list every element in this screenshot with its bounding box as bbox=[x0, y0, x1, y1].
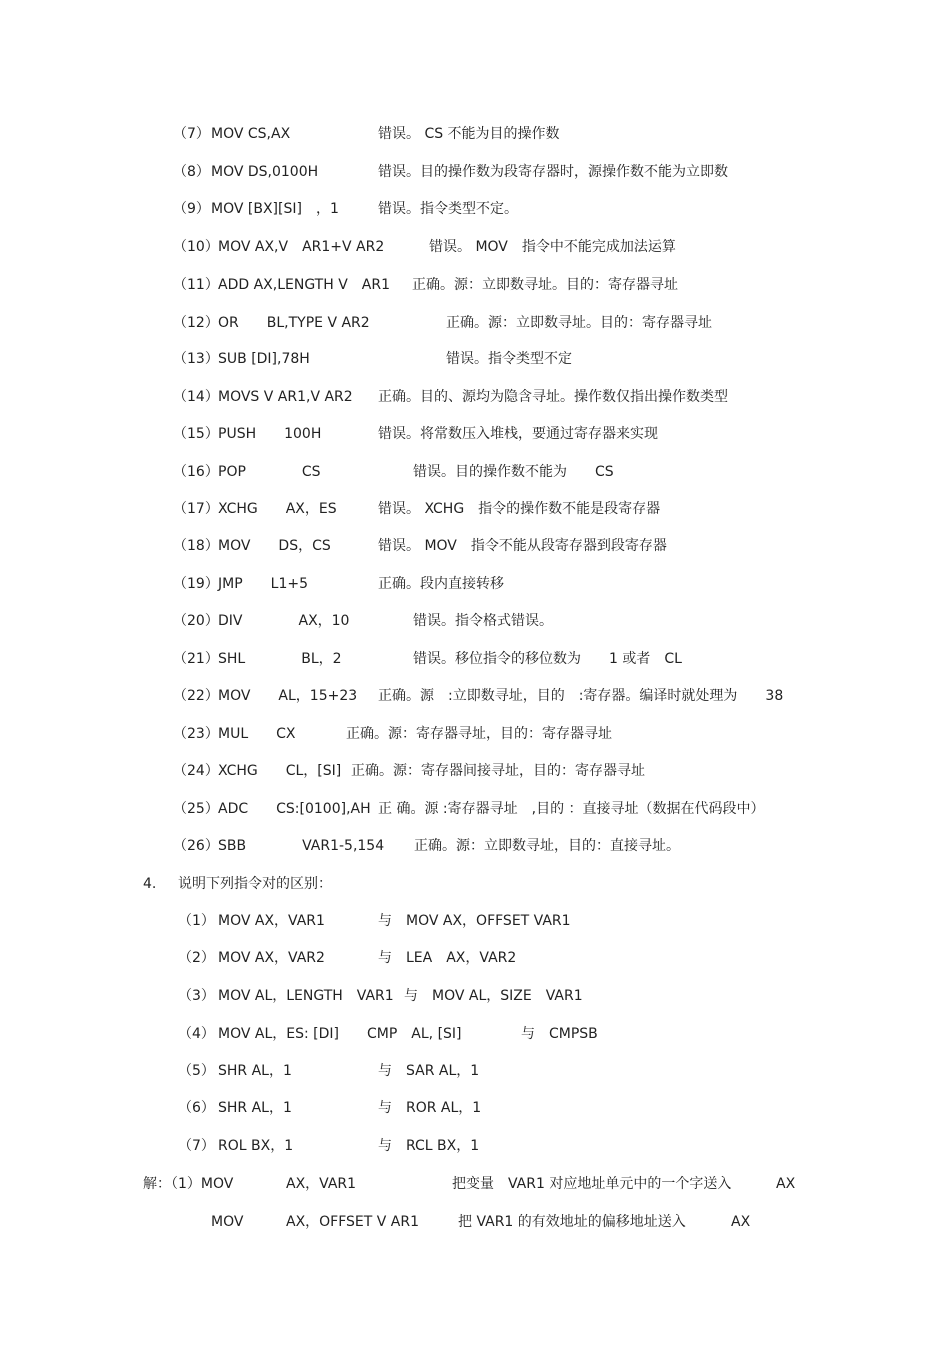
pair-left-instruction: SHR AL，1 bbox=[218, 1063, 292, 1079]
item-result: 正确。目的、源均为隐含寻址。操作数仅指出操作数类型 bbox=[378, 389, 728, 405]
pair-number: （2） bbox=[178, 950, 215, 966]
item-instruction: DIV AX，10 bbox=[218, 613, 350, 629]
pair-number: （5） bbox=[178, 1063, 215, 1079]
item-instruction: ADD AX,LENGTH V AR1 bbox=[218, 277, 390, 293]
question-number: 4. bbox=[143, 876, 157, 892]
item-result: 错误。移位指令的移位数为 1 或者 CL bbox=[413, 651, 682, 667]
item-result: 错误。目的操作数为段寄存器时，源操作数不能为立即数 bbox=[378, 164, 728, 180]
answer-item bbox=[0, 199, 950, 219]
item-instruction: PUSH 100H bbox=[218, 426, 322, 442]
item-result: 错误。指令类型不定 bbox=[446, 351, 572, 367]
item-result: 正确。源：立即数寻址，目的：直接寻址。 bbox=[414, 838, 680, 854]
answer-item bbox=[0, 462, 950, 482]
item-instruction: MOV AL，15+23 bbox=[218, 688, 358, 704]
answer-item bbox=[0, 649, 950, 669]
answer-item bbox=[0, 349, 950, 369]
instruction-pair bbox=[0, 911, 950, 931]
answer-item bbox=[0, 724, 950, 744]
item-number: （25） bbox=[173, 801, 219, 817]
answer-item bbox=[0, 313, 950, 333]
answer-item bbox=[0, 836, 950, 856]
item-instruction: MOV AX,V AR1+V AR2 bbox=[218, 239, 385, 255]
instruction-pair bbox=[0, 1136, 950, 1156]
answer-item bbox=[0, 424, 950, 444]
instruction-pair bbox=[0, 948, 950, 968]
item-instruction: JMP L1+5 bbox=[218, 576, 308, 592]
pair-number: （1） bbox=[178, 913, 215, 929]
item-result: 正确。源：寄存器间接寻址，目的：寄存器寻址 bbox=[351, 763, 645, 779]
pair-right-instruction: 与 CMPSB bbox=[521, 1026, 598, 1042]
item-number: （22） bbox=[173, 688, 219, 704]
item-result: 正确。源：立即数寻址。目的：寄存器寻址 bbox=[446, 315, 712, 331]
item-result: 正确。源：寄存器寻址，目的：寄存器寻址 bbox=[346, 726, 612, 742]
item-instruction: XCHG CL，[SI] bbox=[218, 763, 342, 779]
item-result: 错误。目的操作数不能为 CS bbox=[413, 464, 614, 480]
answer-item bbox=[0, 574, 950, 594]
answer-line-1 bbox=[0, 1174, 950, 1194]
item-number: （17） bbox=[173, 501, 219, 517]
answer-description: 把 VAR1 的有效地址的偏移地址送入 bbox=[458, 1214, 686, 1230]
item-instruction: MOV CS,AX bbox=[211, 126, 291, 142]
instruction-pair bbox=[0, 1024, 950, 1044]
item-number: （11） bbox=[173, 277, 219, 293]
item-number: （9） bbox=[173, 201, 210, 217]
item-number: （7） bbox=[173, 126, 210, 142]
pair-right-instruction: 与 LEA AX，VAR2 bbox=[378, 950, 517, 966]
item-instruction: OR BL,TYPE V AR2 bbox=[218, 315, 370, 331]
item-number: （12） bbox=[173, 315, 219, 331]
item-instruction: MOV DS,0100H bbox=[211, 164, 319, 180]
instruction-pair bbox=[0, 986, 950, 1006]
item-number: （24） bbox=[173, 763, 219, 779]
pair-number: （7） bbox=[178, 1138, 215, 1154]
answer-item bbox=[0, 761, 950, 781]
answer-item bbox=[0, 124, 950, 144]
answer-operands: AX，VAR1 bbox=[286, 1176, 357, 1192]
item-number: （8） bbox=[173, 164, 210, 180]
item-number: （19） bbox=[173, 576, 219, 592]
item-result: 错误。 XCHG 指令的操作数不能是段寄存器 bbox=[378, 501, 661, 517]
item-result: 错误。指令格式错误。 bbox=[413, 613, 553, 629]
item-number: （14） bbox=[173, 389, 219, 405]
answer-item bbox=[0, 499, 950, 519]
item-result: 错误。 MOV 指令不能从段寄存器到段寄存器 bbox=[378, 538, 667, 554]
pair-right-instruction: 与 MOV AL，SIZE VAR1 bbox=[404, 988, 583, 1004]
instruction-pair bbox=[0, 1061, 950, 1081]
item-result: 正 确。源 :寄存器寻址 ,目的 ：直接寻址（数据在代码段中） bbox=[378, 801, 765, 817]
item-number: （18） bbox=[173, 538, 219, 554]
item-number: （20） bbox=[173, 613, 219, 629]
question-4-heading bbox=[0, 874, 950, 894]
pair-number: （3） bbox=[178, 988, 215, 1004]
pair-left-instruction: MOV AX，VAR1 bbox=[218, 913, 325, 929]
item-instruction: SUB [DI],78H bbox=[218, 351, 310, 367]
answer-label: 解：（1）MOV bbox=[143, 1176, 234, 1192]
item-number: （13） bbox=[173, 351, 219, 367]
item-instruction: MOV DS，CS bbox=[218, 538, 331, 554]
item-instruction: XCHG AX，ES bbox=[218, 501, 337, 517]
pair-left-instruction: MOV AL，ES: [DI] CMP AL, [SI] bbox=[218, 1026, 462, 1042]
item-number: （26） bbox=[173, 838, 219, 854]
item-result: 错误。 MOV 指令中不能完成加法运算 bbox=[429, 239, 676, 255]
answer-item bbox=[0, 275, 950, 295]
answer-item bbox=[0, 536, 950, 556]
item-instruction: MOVS V AR1,V AR2 bbox=[218, 389, 353, 405]
item-number: （15） bbox=[173, 426, 219, 442]
answer-item bbox=[0, 237, 950, 257]
answer-item bbox=[0, 387, 950, 407]
item-instruction: ADC CS:[0100],AH bbox=[218, 801, 371, 817]
item-result: 错误。 CS 不能为目的操作数 bbox=[378, 126, 560, 142]
answer-mnemonic: MOV bbox=[211, 1214, 244, 1230]
pair-left-instruction: ROL BX，1 bbox=[218, 1138, 294, 1154]
item-instruction: SHL BL，2 bbox=[218, 651, 342, 667]
pair-right-instruction: 与 SAR AL，1 bbox=[378, 1063, 480, 1079]
pair-left-instruction: SHR AL，1 bbox=[218, 1100, 292, 1116]
item-number: （21） bbox=[173, 651, 219, 667]
item-result: 正确。源：立即数寻址。目的：寄存器寻址 bbox=[412, 277, 678, 293]
item-result: 正确。段内直接转移 bbox=[378, 576, 504, 592]
pair-number: （4） bbox=[178, 1026, 215, 1042]
answer-operands: AX，OFFSET V AR1 bbox=[286, 1214, 420, 1230]
answer-item bbox=[0, 162, 950, 182]
item-instruction: POP CS bbox=[218, 464, 321, 480]
item-result: 错误。将常数压入堆栈，要通过寄存器来实现 bbox=[378, 426, 658, 442]
item-instruction: MUL CX bbox=[218, 726, 296, 742]
pair-number: （6） bbox=[178, 1100, 215, 1116]
item-result: 错误。指令类型不定。 bbox=[378, 201, 518, 217]
item-number: （16） bbox=[173, 464, 219, 480]
answer-item bbox=[0, 686, 950, 706]
answer-item bbox=[0, 799, 950, 819]
pair-right-instruction: 与 MOV AX，OFFSET VAR1 bbox=[378, 913, 571, 929]
answer-item bbox=[0, 611, 950, 631]
item-instruction: SBB VAR1-5,154 bbox=[218, 838, 385, 854]
answer-register: AX bbox=[731, 1214, 751, 1230]
instruction-pair bbox=[0, 1098, 950, 1118]
answer-register: AX bbox=[776, 1176, 796, 1192]
question-title: 说明下列指令对的区别： bbox=[178, 876, 332, 892]
answer-description: 把变量 VAR1 对应地址单元中的一个字送入 bbox=[452, 1176, 732, 1192]
pair-right-instruction: 与 RCL BX，1 bbox=[378, 1138, 480, 1154]
pair-left-instruction: MOV AL，LENGTH VAR1 bbox=[218, 988, 394, 1004]
pair-left-instruction: MOV AX，VAR2 bbox=[218, 950, 325, 966]
item-instruction: MOV [BX][SI] ，1 bbox=[211, 201, 339, 217]
item-result: 正确。源 :立即数寻址，目的 :寄存器。编译时就处理为 38 bbox=[378, 688, 784, 704]
answer-line-2 bbox=[0, 1212, 950, 1232]
pair-right-instruction: 与 ROR AL，1 bbox=[378, 1100, 482, 1116]
item-number: （23） bbox=[173, 726, 219, 742]
item-number: （10） bbox=[173, 239, 219, 255]
